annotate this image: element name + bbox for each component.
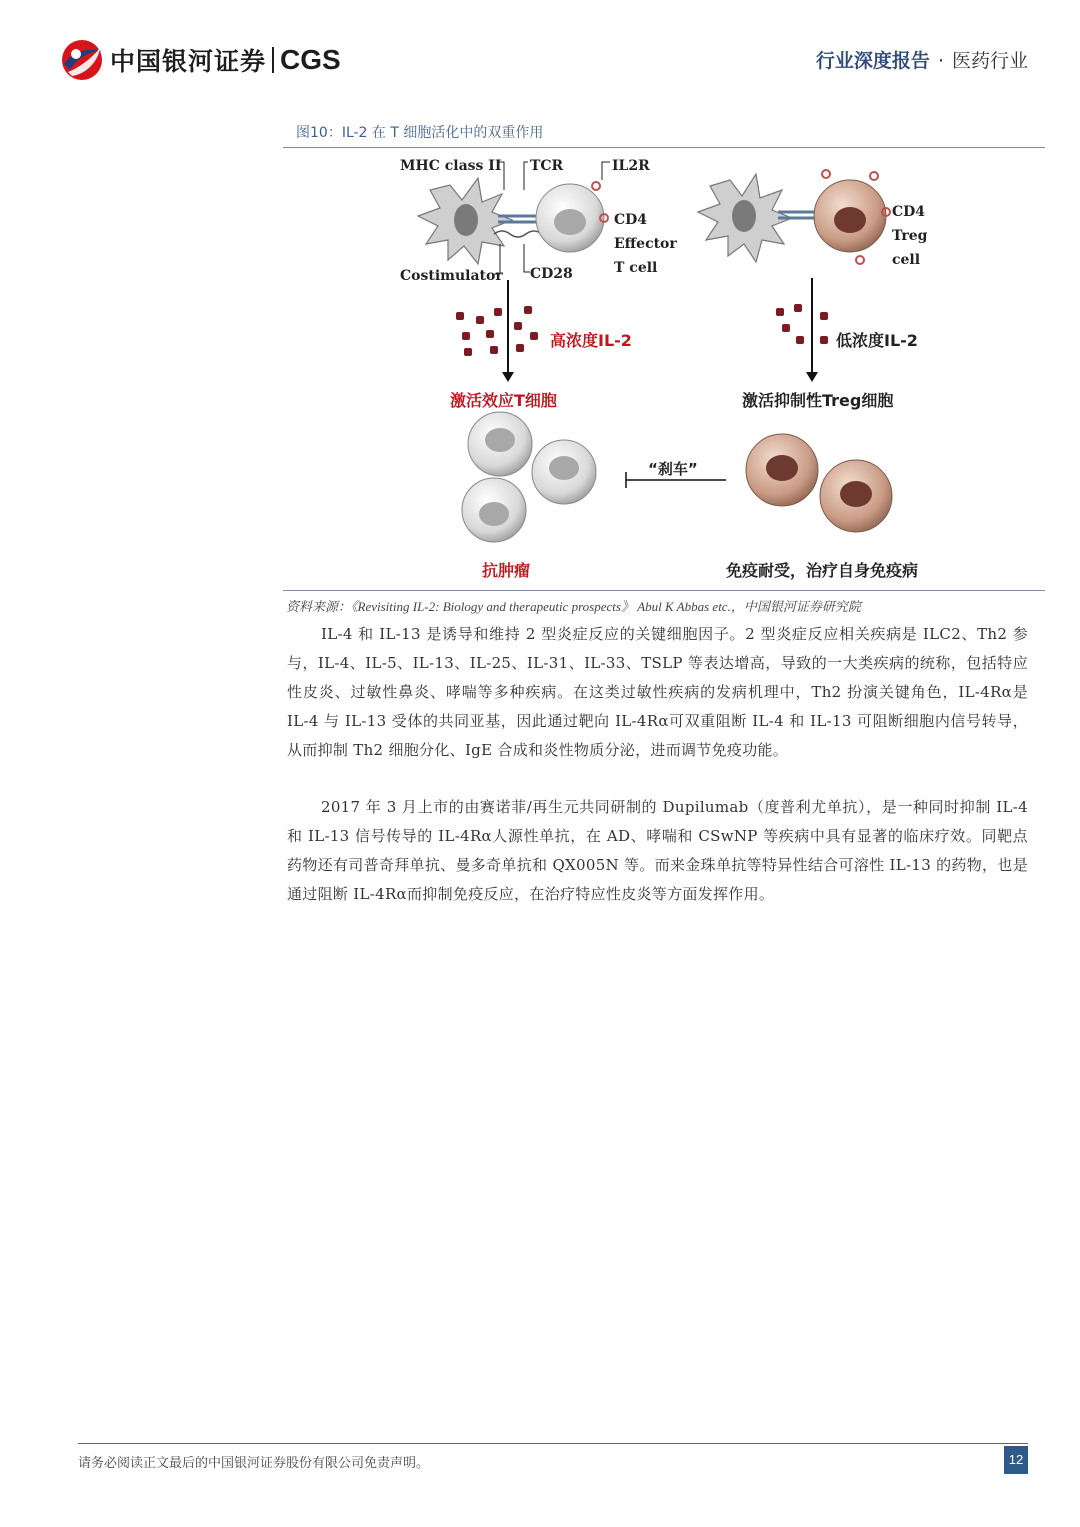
paragraph-1-text: IL-4 和 IL-13 是诱导和维持 2 型炎症反应的关键细胞因子。2 型炎症反应相关疾病是 ILC2、Th2 参与，IL-4、IL-5、IL-13、IL-25、IL-31、IL-33、TSLP 等表达增高，导致的一大类疾病的统称，包括特应性皮炎、过敏性鼻炎、哮喘等多种疾病。在这类过敏性疾病的发病机理中，Th2 扮演关键角色，IL-4Rα是 IL-4 与 IL-13 受体的共同亚基，因此通过靶向 IL-4Rα可双重阻断 IL-4 和 IL-13 可阻断细胞内信号转导，从而抑制 Th2 细胞分化、IgE 合成和炎性物质分泌，进而调节免疫功能。 (287, 625, 1028, 759)
label-il2r: IL2R (612, 158, 650, 174)
figure-caption: 图10：IL-2 在 T 细胞活化中的双重作用 (296, 125, 544, 141)
label-treg: Treg (892, 228, 928, 244)
paragraph-2-text: 2017 年 3 月上市的由赛诺菲/再生元共同研制的 Dupilumab（度普利尤单抗），是一种同时抑制 IL-4 和 IL-13 信号传导的 IL-4Rα人源性单抗，在 AD、哮喘和 CSwNP 等疾病中具有显著的临床疗效。同靶点药物还有司普奇拜单抗、曼多奇单抗和 QX005N 等。而来金珠单抗等特异性结合可溶性 IL-13 的药物，也是通过阻断 IL-4Rα而抑制免疫反应，在治疗特应性皮炎等方面发挥作用。 (287, 798, 1028, 903)
label-low-il2: 低浓度IL-2 (836, 331, 918, 350)
treg-nucleus (834, 207, 866, 233)
costim-bond-left (494, 231, 542, 237)
label-high-il2: 高浓度IL-2 (550, 331, 632, 350)
figure-source: 资料来源：《Revisiting IL-2: Biology and therapeutic prospects》 Abul K Abbas etc.，中国银河证券研究院 (286, 599, 861, 614)
label-mhc: MHC class II (400, 158, 502, 174)
figure-bottom-rule (283, 590, 1045, 591)
label-cell: cell (892, 252, 921, 268)
treg-cell-1-nucleus (766, 455, 798, 481)
footer-rule (78, 1443, 1028, 1444)
label-effector: Effector (614, 236, 677, 252)
report-header-title (816, 46, 1028, 73)
label-cd28: CD28 (530, 266, 573, 282)
label-costimulator: Costimulator (400, 268, 503, 284)
industry-name: 医药行业 (951, 50, 1028, 72)
label-activate-treg: 激活抑制性Treg细胞 (742, 391, 894, 410)
brand-logo (60, 38, 341, 82)
il2r-receptor (592, 182, 600, 190)
il2r-receptor (822, 170, 830, 178)
label-brake: “刹车” (648, 460, 698, 478)
brand-divider (272, 47, 274, 73)
galaxy-logo-icon (60, 38, 104, 82)
header-separator: · (937, 50, 944, 72)
paragraph-1 (287, 620, 1028, 765)
effector-cell-1-nucleus (485, 428, 515, 452)
treg-cell-2-nucleus (840, 481, 872, 507)
effector-cell-3-nucleus (479, 502, 509, 526)
arrow-left-head (502, 372, 514, 382)
label-activate-effector: 激活效应T细胞 (450, 391, 557, 410)
apc-nucleus-left (454, 204, 478, 236)
label-antitumor: 抗肿瘤 (482, 561, 531, 580)
paragraph-2 (287, 793, 1028, 909)
il2r-leader (602, 162, 610, 180)
report-type: 行业深度报告 (815, 50, 930, 72)
brand-name-en: CGS (280, 44, 341, 75)
effector-nucleus (554, 209, 586, 235)
label-cd4-right: CD4 (892, 204, 926, 220)
effector-cell-2-nucleus (549, 456, 579, 480)
label-cd4-left: CD4 (614, 212, 648, 228)
label-tolerance: 免疫耐受，治疗自身免疫病 (726, 561, 919, 580)
arrow-right-head (806, 372, 818, 382)
figure-top-rule (283, 147, 1045, 148)
page-number: 12 (1004, 1446, 1028, 1474)
il2-dual-role-diagram (390, 150, 930, 590)
il2r-receptor (856, 256, 864, 264)
tcr-leader (524, 162, 528, 190)
il2r-receptor (870, 172, 878, 180)
il2-particles-high (456, 306, 538, 356)
apc-nucleus-right (732, 200, 756, 232)
footer-disclaimer: 请务必阅读正文最后的中国银河证券股份有限公司免责声明。 (78, 1456, 430, 1471)
brand-name-cn: 中国银河证券 (110, 47, 267, 76)
label-tcell: T cell (614, 260, 658, 276)
il2-particles-low (776, 304, 828, 344)
label-tcr: TCR (530, 158, 564, 174)
